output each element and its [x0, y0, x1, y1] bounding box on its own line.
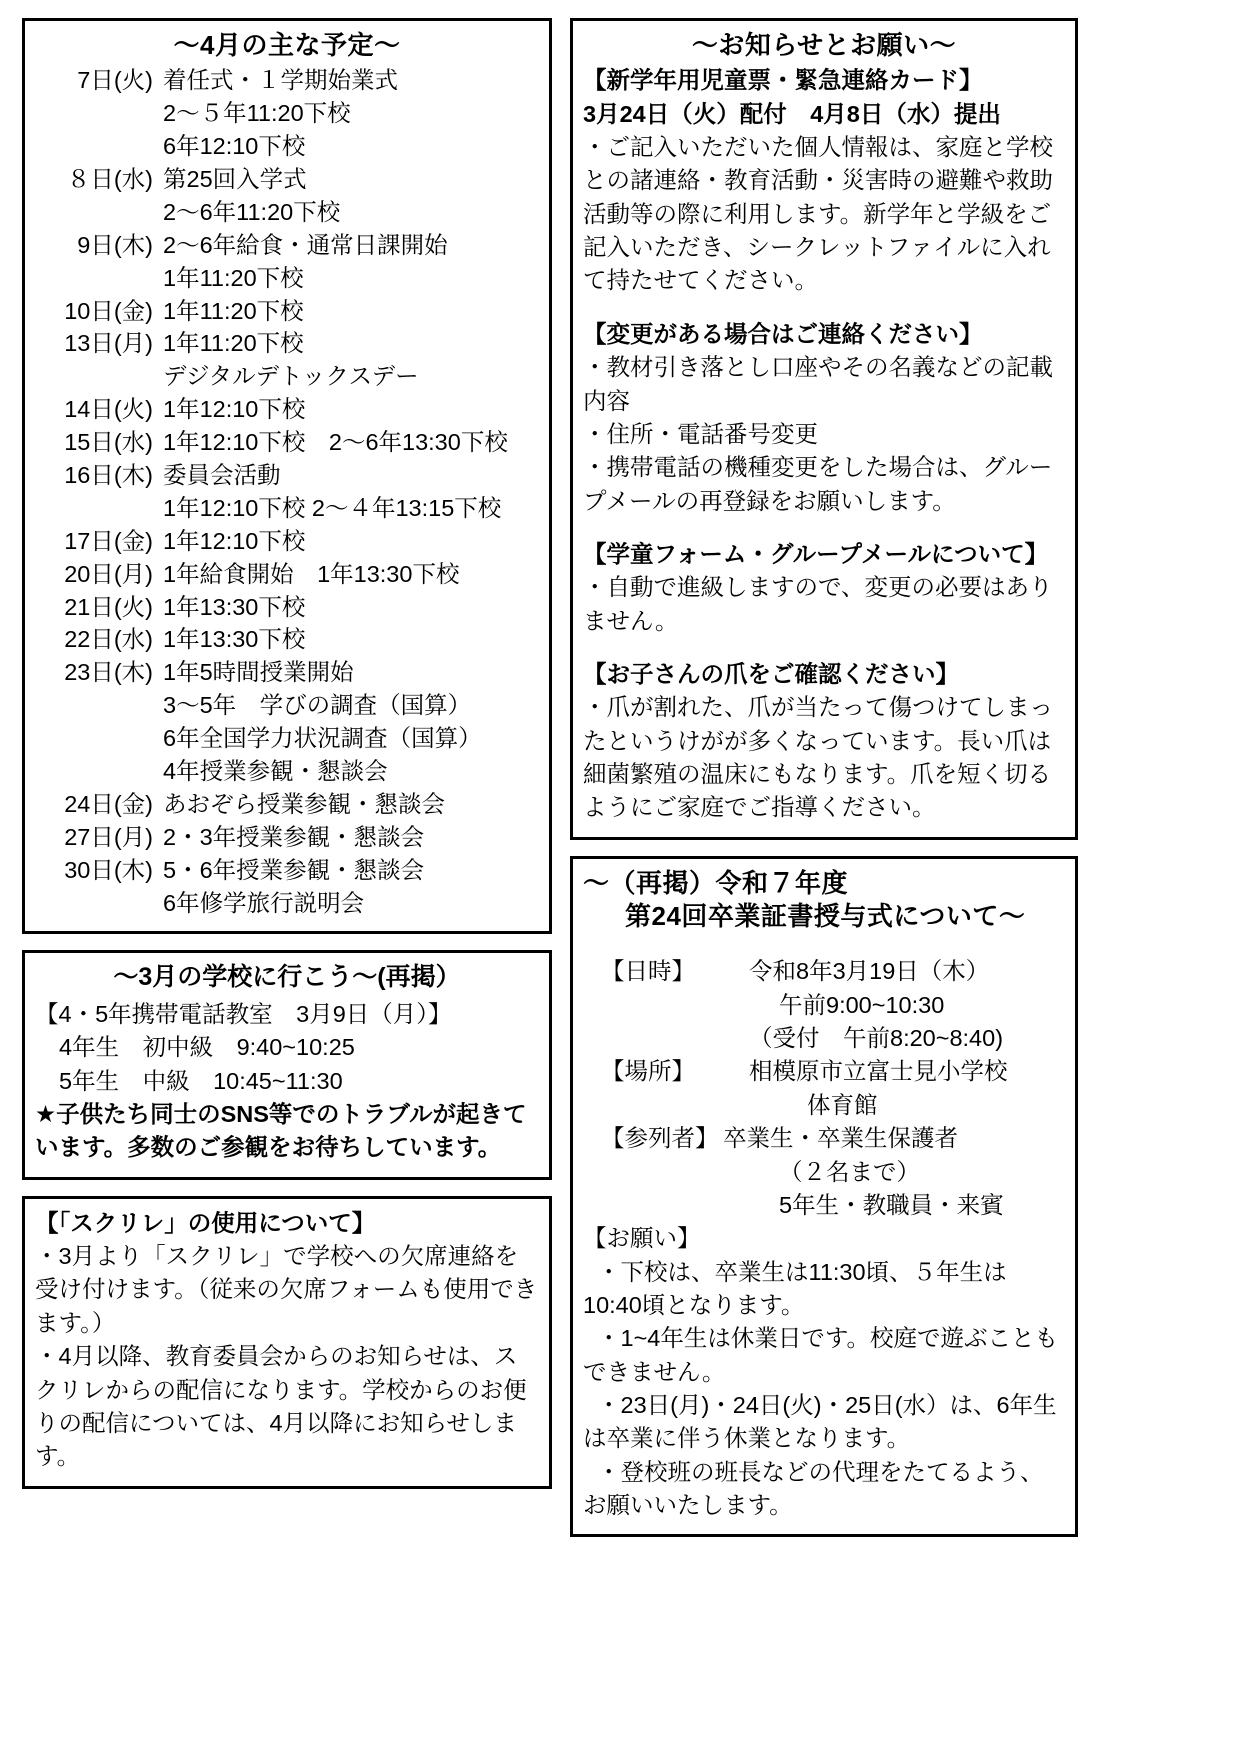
schedule-row: [35, 623, 539, 656]
ceremony-label: 【場所】: [601, 1058, 695, 1085]
schedule-date: 9日(木): [77, 231, 153, 258]
schedule-desc: 1年11:20下校: [163, 330, 304, 357]
ceremony-detail-attendees: [583, 1122, 1065, 1222]
schedule-row: [35, 788, 539, 821]
schedule-date: 15日(水): [64, 429, 153, 456]
schedule-date: 30日(木): [64, 856, 153, 883]
april-schedule-list: [35, 64, 539, 919]
right-column: [570, 18, 1078, 1553]
schedule-desc: 2～6年給食・通常日課開始: [163, 231, 448, 258]
section-bullet: ・教材引き落とし口座やその名義などの記載内容: [583, 354, 1053, 414]
schedule-desc: 2・3年授業参観・懇談会: [163, 823, 425, 850]
section-spacer: [583, 298, 1065, 318]
schedule-desc: 1年給食開始 1年13:30下校: [163, 560, 460, 587]
ceremony-value: 卒業生・卒業生保護者: [723, 1125, 958, 1152]
graduation-ceremony-box: [570, 856, 1078, 1538]
schedule-desc: 2～５年11:20下校: [163, 100, 351, 127]
schedule-row: [35, 97, 539, 130]
schedule-date: 14日(火): [64, 396, 153, 423]
schedule-row: [35, 64, 539, 97]
schedule-row: [35, 393, 539, 426]
schedule-row: [35, 459, 539, 492]
section-body: ・ご記入いただいた個人情報は、家庭と学校との諸連絡・教育活動・災害時の避難や救助活動等の際に利用します。新学年と学級をご記入いただき、シークレットファイルに入れて持たせてください。: [583, 133, 1053, 294]
section-body: ・爪が割れた、爪が当たって傷つけてしまったというけがが多くなっています。長い爪は細菌繁殖の温床にもなります。爪を短く切るようにご家庭でご指導ください。: [583, 694, 1053, 821]
schedule-date: 10日(金): [64, 297, 153, 324]
section-spacer: [583, 638, 1065, 658]
schedule-date: 7日(火): [77, 67, 153, 94]
march-visit-box: [22, 950, 552, 1179]
schedule-date: 20日(月): [64, 560, 153, 587]
schedule-desc: 5・6年授業参観・懇談会: [163, 856, 425, 883]
march-visit-subtitle: 【4・5年携帯電話教室 3月9日（月）】: [35, 1000, 452, 1027]
schedule-row: [35, 262, 539, 295]
schedule-row: [35, 722, 539, 755]
ceremony-spacer: [583, 935, 1065, 955]
schedule-desc: 委員会活動: [163, 461, 281, 488]
schedule-desc: 1年12:10下校: [163, 396, 306, 423]
notice-title: ～お知らせとお願い～: [691, 30, 957, 60]
schedule-row: [35, 360, 539, 393]
schedule-desc: 1年12:10下校: [163, 527, 306, 554]
ceremony-row: [583, 1122, 1065, 1155]
ceremony-value: （受付 午前8:20~8:40): [749, 1025, 1004, 1052]
ceremony-detail-place: [583, 1055, 1065, 1122]
schedule-row: [35, 558, 539, 591]
schedule-date: ８日(水): [66, 165, 153, 192]
schedule-row: [35, 854, 539, 887]
schedule-date: 16日(木): [64, 461, 153, 488]
schedule-desc: 3～5年 学びの調査（国算）: [163, 692, 472, 719]
schedule-desc: 1年13:30下校: [163, 593, 306, 620]
ceremony-row: [583, 1089, 1065, 1122]
section-bullet: ・住所・電話番号変更: [583, 420, 818, 447]
april-schedule-title: ～4月の主な予定～: [173, 30, 401, 60]
section-bullet: ・携帯電話の機種変更をした場合は、グループメールの再登録をお願いします。: [583, 454, 1053, 514]
section-spacer: [583, 518, 1065, 538]
ceremony-label: 【日時】: [601, 958, 695, 985]
schedule-desc: 4年授業参観・懇談会: [163, 757, 388, 784]
notice-section-gakudo-form: [583, 538, 1065, 638]
ceremony-row: [583, 1022, 1065, 1055]
left-column: [22, 18, 552, 1505]
ceremony-detail-datetime: [583, 955, 1065, 1055]
schedule-date: 13日(月): [64, 330, 153, 357]
schedule-desc: 第25回入学式: [163, 165, 307, 192]
schedule-row: [35, 525, 539, 558]
schedule-date: 23日(木): [64, 659, 153, 686]
ceremony-title: [583, 867, 1065, 934]
schedule-desc: 1年5時間授業開始: [163, 659, 354, 686]
schedule-row: [35, 689, 539, 722]
ceremony-row: [583, 1055, 1065, 1088]
sukurire-paragraph: ・3月より「スクリレ」で学校への欠席連絡を受け付けます。（従来の欠席フォームも使用できます。）: [35, 1243, 538, 1336]
notice-section-changes: [583, 318, 1065, 518]
ceremony-title-line1: ～（再掲）令和７年度: [583, 867, 849, 898]
ceremony-value: 令和8年3月19日（木）: [749, 958, 990, 985]
schedule-desc: デジタルデトックスデー: [163, 363, 419, 390]
ceremony-value: 5年生・教職員・来賓: [779, 1191, 1004, 1218]
ceremony-value: 午前9:00~10:30: [779, 991, 945, 1018]
march-visit-title: ～3月の学校に行こう～(再掲）: [113, 963, 461, 992]
ceremony-row: [583, 989, 1065, 1022]
section-heading: 【お子さんの爪をご確認ください】: [583, 661, 959, 688]
april-schedule-box: [22, 18, 552, 934]
march-visit-line: 5年生 中級 10:45~11:30: [59, 1067, 343, 1094]
ceremony-title-line2: 第24回卒業証書授与式について～: [625, 901, 1026, 932]
notice-section-nails: [583, 658, 1065, 825]
section-body: ・自動で進級しますので、変更の必要はありません。: [583, 574, 1053, 634]
ceremony-row: [583, 1156, 1065, 1189]
sukurire-paragraph: ・4月以降、教育委員会からのお知らせは、スクリレからの配信になります。学校からのお便りの配信については、4月以降にお知らせします。: [35, 1343, 527, 1470]
section-heading: 【新学年用児童票・緊急連絡カード】: [583, 67, 983, 94]
ceremony-request: ・下校は、卒業生は11:30頃、５年生は10:40頃となります。: [583, 1258, 1007, 1318]
schedule-desc: 6年全国学力状況調査（国算）: [163, 725, 482, 752]
section-heading: 【変更がある場合はご連絡ください】: [583, 320, 983, 347]
schedule-date: 24日(金): [64, 790, 153, 817]
ceremony-request: ・1~4年生は休業日です。校庭で遊ぶこともできません。: [583, 1325, 1058, 1385]
schedule-date: 21日(火): [64, 593, 153, 620]
schedule-desc: 6年修学旅行説明会: [163, 889, 365, 916]
sukurire-title: 【「スクリレ」の使用について】: [35, 1209, 376, 1236]
schedule-row: [35, 426, 539, 459]
schedule-row: [35, 821, 539, 854]
ceremony-request: ・23日(月)・24日(火)・25日(水）は、6年生は卒業に伴う休業となります。: [583, 1392, 1057, 1452]
schedule-desc: 1年11:20下校: [163, 297, 304, 324]
ceremony-request: ・登校班の班長などの代理をたてるよう、お願いいたします。: [583, 1458, 1044, 1519]
schedule-date: 27日(月): [64, 823, 153, 850]
section-heading: 【学童フォーム・グループメールについて】: [583, 540, 1049, 567]
ceremony-row: [583, 955, 1065, 988]
schedule-row: [35, 492, 539, 525]
schedule-row: [35, 887, 539, 920]
ceremony-label: 【参列者】: [601, 1125, 719, 1152]
ceremony-value: 体育館: [807, 1091, 878, 1118]
march-visit-note: ★子供たち同士のSNS等でのトラブルが起きています。多数のご参観をお待ちしています。: [35, 1101, 527, 1161]
schedule-row: [35, 196, 539, 229]
section-subheading: 3月24日（火）配付 4月8日（水）提出: [583, 100, 1001, 127]
schedule-row: [35, 229, 539, 262]
ceremony-request-heading: 【お願い】: [583, 1225, 701, 1252]
schedule-desc: 1年12:10下校 2～４年13:15下校: [163, 494, 502, 521]
schedule-desc: 1年11:20下校: [163, 264, 304, 291]
schedule-desc: 1年13:30下校: [163, 626, 306, 653]
march-visit-line: 4年生 初中級 9:40~10:25: [59, 1034, 355, 1061]
schedule-row: [35, 327, 539, 360]
schedule-desc: 1年12:10下校 2～6年13:30下校: [163, 429, 508, 456]
schedule-row: [35, 163, 539, 196]
schedule-desc: 2～6年11:20下校: [163, 198, 341, 225]
schedule-row: [35, 130, 539, 163]
ceremony-value: 相模原市立富士見小学校: [749, 1058, 1008, 1085]
schedule-row: [35, 755, 539, 788]
schedule-desc: 6年12:10下校: [163, 133, 306, 160]
schedule-desc: あおぞら授業参観・懇談会: [163, 790, 445, 817]
notice-box: [570, 18, 1078, 840]
schedule-row: [35, 295, 539, 328]
sukurire-box: [22, 1196, 552, 1489]
schedule-date: 17日(金): [64, 527, 153, 554]
schedule-date: 22日(水): [64, 626, 153, 653]
ceremony-value: （２名まで）: [779, 1158, 920, 1185]
notice-section-student-card: [583, 64, 1065, 298]
schedule-row: [35, 656, 539, 689]
schedule-row: [35, 591, 539, 624]
ceremony-row: [583, 1189, 1065, 1222]
schedule-desc: 着任式・１学期始業式: [163, 67, 398, 94]
